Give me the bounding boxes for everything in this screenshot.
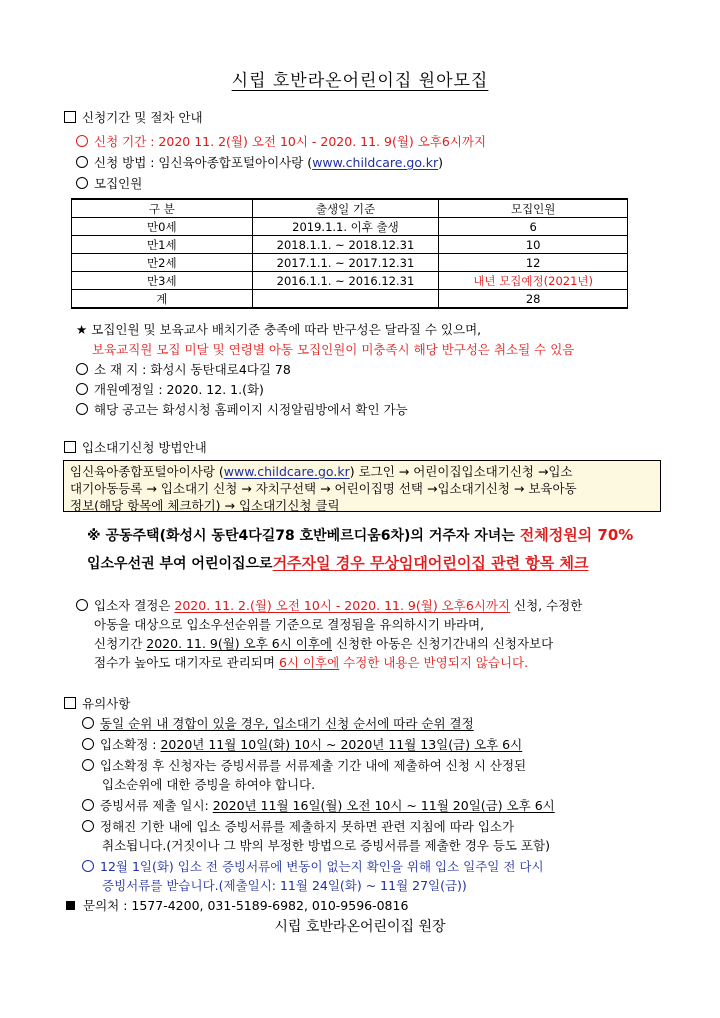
table-row	[72, 236, 628, 254]
section-header-application: 신청기간 및 절차 안내	[64, 110, 203, 126]
decision-line-4: 점수가 높아도 대기자로 관리되며 6시 이후에 수정한 내용은 반영되지 않습니다.	[94, 655, 529, 670]
table-cell	[252, 290, 439, 309]
circle-bullet-icon	[76, 135, 88, 147]
steps-line-3: 정보(해당 항목에 체크하기) → 입소대기신청 클릭	[70, 498, 340, 513]
note-cancel-warning: 보육교직원 모집 미달 및 연령별 아동 모집인원이 미충족시 해당 반구성은 취소될 수 있음	[92, 342, 575, 357]
caution-5: 정해진 기한 내에 입소 증빙서류를 제출하지 못하면 관련 지침에 따라 입소가	[82, 819, 514, 835]
caution-3: 입소확정 후 신청자는 증빙서류를 서류제출 기간 내에 제출하여 신청 시 산정된	[82, 758, 526, 774]
recruit-table	[71, 198, 628, 309]
section-header-cautions: 유의사항	[64, 696, 130, 712]
table-cell: 28	[439, 290, 628, 309]
steps-line-2: 대기아동등록 → 입소대기 신청 → 자치구선택 → 어린이집명 선택 →입소대기신청 → 보육아동	[70, 481, 577, 496]
decision-line-3: 신청기간 2020. 11. 9(월) 오후 6시 이후에 신청한 아동은 신청기간내의 신청자보다	[94, 636, 554, 651]
application-period: 신청 기간 : 2020 11. 2(월) 오전 10시 - 2020. 11. 9(월) 오후6시까지	[76, 134, 486, 150]
table-header: 구 분	[72, 199, 253, 218]
contact-line: 문의처 : 1577-4200, 031-5189-6982, 010-9596-0816	[66, 898, 408, 914]
caution-6-cont: 증빙서류를 받습니다.(제출일시: 11월 24일(화) ~ 11월 27일(금))	[102, 878, 467, 893]
decision-line-2: 아동을 대상으로 입소우선순위를 기준으로 결정됨을 유의하시기 바라며,	[94, 617, 485, 632]
table-row	[72, 218, 628, 236]
table-header: 출생일 기준	[252, 199, 439, 218]
table-header-row	[72, 199, 628, 218]
circle-bullet-icon	[82, 717, 94, 729]
circle-bullet-icon	[76, 383, 88, 395]
opening-date-line: 개원예정일 : 2020. 12. 1.(화)	[76, 382, 264, 398]
circle-bullet-icon	[76, 599, 88, 611]
caution-4: 증빙서류 제출 일시: 2020년 11월 16일(월) 오전 10시 ~ 11월 20일(금) 오후 6시	[82, 798, 555, 814]
table-row	[72, 272, 628, 290]
confirm-line: 해당 공고는 화성시청 홈페이지 시정알림방에서 확인 가능	[76, 402, 408, 418]
circle-bullet-icon	[76, 403, 88, 415]
table-cell: 만2세	[72, 254, 253, 272]
table-row-total	[72, 290, 628, 309]
circle-bullet-icon	[82, 799, 94, 811]
table-cell: 만0세	[72, 218, 253, 236]
caution-5-cont: 취소됩니다.(거짓이나 그 밖의 부정한 방법으로 증빙서류를 제출한 경우 등도 포함)	[102, 838, 550, 853]
table-cell: 12	[439, 254, 628, 272]
table-cell-next-year: 내년 모집예정(2021년)	[439, 272, 628, 290]
page-title: 시립 호반라온어린이집 원아모집	[231, 71, 489, 91]
caution-1: 동일 순위 내 경합이 있을 경우, 입소대기 신청 순서에 따라 순위 결정	[82, 716, 474, 732]
section-header-waitlist: 입소대기신청 방법안내	[64, 440, 207, 456]
circle-bullet-icon	[76, 363, 88, 375]
table-cell: 만1세	[72, 236, 253, 254]
table-cell: 6	[439, 218, 628, 236]
checkbox-square-icon	[64, 697, 76, 709]
black-square-icon	[66, 901, 75, 910]
waitlist-steps-box	[63, 460, 661, 512]
table-cell: 2019.1.1. 이후 출생	[252, 218, 439, 236]
application-method: 신청 방법 : 임신육아종합포털아이사랑 (www.childcare.go.kr)	[76, 155, 443, 171]
childcare-link[interactable]: www.childcare.go.kr	[312, 155, 439, 170]
table-cell: 2016.1.1. ~ 2016.12.31	[252, 272, 439, 290]
circle-bullet-icon	[82, 820, 94, 832]
priority-notice-2: 입소우선권 부여 어린이집으로거주자일 경우 무상임대어린이집 관련 항목 체크	[87, 554, 589, 572]
table-row	[72, 254, 628, 272]
circle-bullet-icon	[82, 738, 94, 750]
star-icon: ★	[76, 322, 88, 337]
table-cell: 계	[72, 290, 253, 309]
table-header: 모집인원	[439, 199, 628, 218]
circle-bullet-icon	[82, 860, 94, 872]
recruit-heading: 모집인원	[76, 176, 142, 192]
signature: 시립 호반라온어린이집 원장	[274, 919, 446, 935]
circle-bullet-icon	[76, 177, 88, 189]
address-line: 소 재 지 : 화성시 동탄대로4다길 78	[76, 362, 291, 378]
table-cell: 10	[439, 236, 628, 254]
circle-bullet-icon	[76, 156, 88, 168]
caution-2: 입소확정 : 2020년 11월 10일(화) 10시 ~ 2020년 11월 13일(금) 오후 6시	[82, 737, 522, 753]
note-star: ★ 모집인원 및 보육교사 배치기준 충족에 따라 반구성은 달라질 수 있으며,	[76, 322, 482, 337]
table-cell: 만3세	[72, 272, 253, 290]
priority-notice-1: ※ 공동주택(화성시 동탄4다길78 호반베르디움6차)의 거주자 자녀는 전체정원의 70%	[87, 526, 634, 544]
table-cell: 2018.1.1. ~ 2018.12.31	[252, 236, 439, 254]
steps-line-1: 임신육아종합포털아이사랑 (www.childcare.go.kr) 로그인 → 어린이집입소대기신청 →입소	[70, 464, 573, 479]
checkbox-square-icon	[64, 441, 76, 453]
table-cell: 2017.1.1. ~ 2017.12.31	[252, 254, 439, 272]
caution-3-cont: 입소순위에 대한 증빙을 하여야 합니다.	[102, 777, 316, 792]
circle-bullet-icon	[82, 759, 94, 771]
childcare-link[interactable]: www.childcare.go.kr	[223, 464, 350, 479]
decision-line-1: 입소자 결정은 2020. 11. 2.(월) 오전 10시 - 2020. 11. 9(월) 오후6시까지 신청, 수정한	[76, 598, 582, 614]
checkbox-square-icon	[64, 111, 76, 123]
caution-6: 12월 1일(화) 입소 전 증빙서류에 변동이 없는지 확인을 위해 입소 일주일 전 다시	[82, 859, 544, 875]
